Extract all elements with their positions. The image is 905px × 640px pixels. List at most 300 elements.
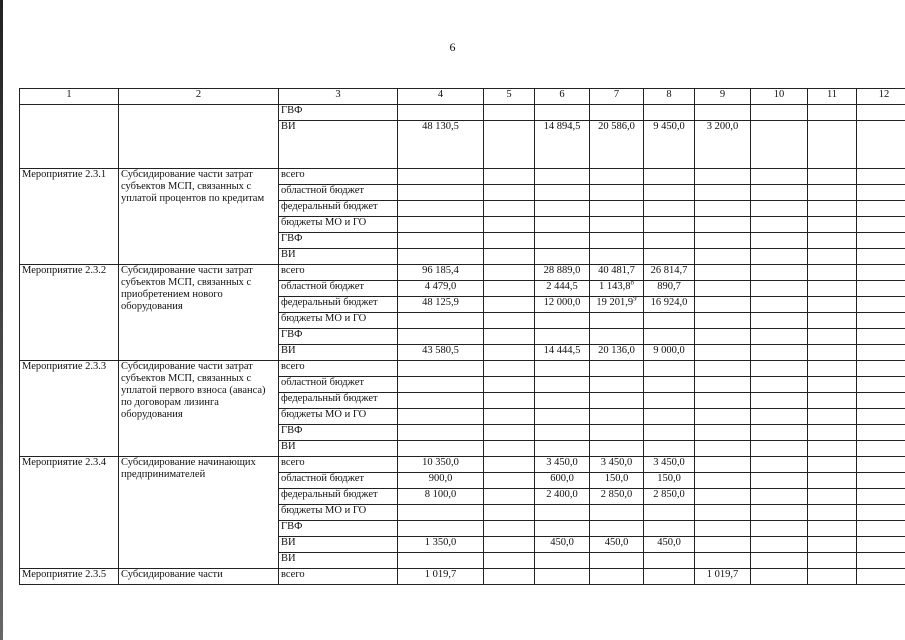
value-col-6 xyxy=(535,409,590,425)
col-header: 3 xyxy=(279,89,398,105)
value-col-7 xyxy=(590,441,644,457)
value-col-4 xyxy=(398,217,484,233)
source-cell: бюджеты МО и ГО xyxy=(279,505,398,521)
table-row xyxy=(20,169,905,185)
empty-cell xyxy=(808,425,857,441)
source-cell: ВИ xyxy=(279,249,398,265)
value-col-8 xyxy=(644,169,695,185)
empty-cell xyxy=(808,313,857,329)
value-col-7: 20 586,0 xyxy=(590,121,644,169)
empty-cell xyxy=(857,185,905,201)
empty-cell xyxy=(808,457,857,473)
value-col-9 xyxy=(695,409,751,425)
scan-edge xyxy=(0,0,3,640)
value-col-7 xyxy=(590,201,644,217)
empty-cell xyxy=(857,265,905,281)
value-col-6: 600,0 xyxy=(535,473,590,489)
source-cell: бюджеты МО и ГО xyxy=(279,409,398,425)
source-cell: областной бюджет xyxy=(279,281,398,297)
value-col-6: 14 894,5 xyxy=(535,121,590,169)
value-col-9 xyxy=(695,489,751,505)
value-col-7 xyxy=(590,297,644,313)
value-col-8 xyxy=(644,377,695,393)
measure-id-cell: Мероприятие 2.3.2 xyxy=(20,265,119,361)
value-col-9: 1 019,7 xyxy=(695,569,751,585)
value-col-9 xyxy=(695,185,751,201)
source-cell: федеральный бюджет xyxy=(279,297,398,313)
source-cell: областной бюджет xyxy=(279,377,398,393)
empty-cell xyxy=(751,169,808,185)
empty-cell xyxy=(751,313,808,329)
empty-cell xyxy=(751,457,808,473)
empty-cell xyxy=(808,297,857,313)
value-col-7 xyxy=(590,521,644,537)
measure-title-cell: Субсидирование части затрат субъектов МСП, связанных с приобретением нового оборудования xyxy=(119,265,279,361)
value-col-4: 48 130,5 xyxy=(398,121,484,169)
empty-cell xyxy=(751,537,808,553)
empty-cell xyxy=(808,105,857,121)
value-col-6: 2 400,0 xyxy=(535,489,590,505)
value-col-7 xyxy=(590,265,644,281)
value-col-9 xyxy=(695,441,751,457)
source-cell: всего xyxy=(279,457,398,473)
value-text: 19 201,9 xyxy=(596,297,634,308)
value-col-7 xyxy=(590,105,644,121)
empty-cell xyxy=(857,121,905,169)
empty-cell xyxy=(808,169,857,185)
table-row xyxy=(20,265,905,281)
col-header: 8 xyxy=(644,89,695,105)
value-col-8 xyxy=(644,217,695,233)
source-cell: ВИ xyxy=(279,121,398,169)
empty-cell xyxy=(751,377,808,393)
table-row xyxy=(20,569,905,585)
empty-cell xyxy=(751,361,808,377)
value-col-4: 4 479,0 xyxy=(398,281,484,297)
value-col-8 xyxy=(644,505,695,521)
footnote-mark: 9 xyxy=(633,296,637,303)
value-col-5 xyxy=(484,457,535,473)
value-col-4 xyxy=(398,105,484,121)
value-col-5 xyxy=(484,297,535,313)
empty-cell xyxy=(751,473,808,489)
empty-cell xyxy=(857,329,905,345)
value-col-8 xyxy=(644,361,695,377)
value-col-8 xyxy=(644,313,695,329)
empty-cell xyxy=(808,265,857,281)
empty-cell xyxy=(808,233,857,249)
value-col-9 xyxy=(695,249,751,265)
source-cell: ГВФ xyxy=(279,105,398,121)
value-col-5 xyxy=(484,521,535,537)
empty-cell xyxy=(857,169,905,185)
value-col-7 xyxy=(590,249,644,265)
value-col-8 xyxy=(644,249,695,265)
value-col-7 xyxy=(590,185,644,201)
value-col-7 xyxy=(590,505,644,521)
value-col-4 xyxy=(398,377,484,393)
empty-cell xyxy=(857,361,905,377)
empty-cell xyxy=(857,537,905,553)
value-col-5 xyxy=(484,281,535,297)
value-col-7 xyxy=(590,377,644,393)
value-col-6 xyxy=(535,185,590,201)
value-text: 2 850,0 xyxy=(600,489,633,500)
value-col-5 xyxy=(484,345,535,361)
budget-table xyxy=(19,88,905,585)
empty-cell xyxy=(751,201,808,217)
source-cell: ГВФ xyxy=(279,329,398,345)
empty-cell xyxy=(808,473,857,489)
empty-cell xyxy=(808,553,857,569)
measure-id-cell: Мероприятие 2.3.1 xyxy=(20,169,119,265)
empty-cell xyxy=(751,345,808,361)
measure-title-cell xyxy=(119,105,279,169)
value-col-9 xyxy=(695,217,751,233)
empty-cell xyxy=(751,505,808,521)
value-col-6: 14 444,5 xyxy=(535,345,590,361)
source-cell: ВИ xyxy=(279,537,398,553)
value-col-9 xyxy=(695,553,751,569)
value-col-5 xyxy=(484,553,535,569)
value-col-7 xyxy=(590,313,644,329)
empty-cell xyxy=(857,505,905,521)
source-cell: всего xyxy=(279,265,398,281)
value-col-6 xyxy=(535,505,590,521)
empty-cell xyxy=(751,297,808,313)
value-col-8 xyxy=(644,105,695,121)
col-header: 12 xyxy=(857,89,905,105)
value-col-5 xyxy=(484,393,535,409)
empty-cell xyxy=(808,521,857,537)
value-col-8 xyxy=(644,441,695,457)
value-col-8 xyxy=(644,409,695,425)
source-cell: ВИ xyxy=(279,553,398,569)
value-col-5 xyxy=(484,217,535,233)
value-col-9 xyxy=(695,473,751,489)
value-col-4 xyxy=(398,409,484,425)
value-col-6 xyxy=(535,569,590,585)
empty-cell xyxy=(808,217,857,233)
source-cell: ГВФ xyxy=(279,233,398,249)
value-col-5 xyxy=(484,249,535,265)
value-col-4: 43 580,5 xyxy=(398,345,484,361)
value-col-8 xyxy=(644,329,695,345)
empty-cell xyxy=(857,489,905,505)
empty-cell xyxy=(751,105,808,121)
value-col-5 xyxy=(484,233,535,249)
empty-cell xyxy=(857,569,905,585)
empty-cell xyxy=(857,345,905,361)
empty-cell xyxy=(808,121,857,169)
value-col-9 xyxy=(695,345,751,361)
value-col-5 xyxy=(484,265,535,281)
value-col-8: 16 924,0 xyxy=(644,297,695,313)
value-col-7 xyxy=(590,361,644,377)
value-col-6 xyxy=(535,553,590,569)
value-col-8 xyxy=(644,425,695,441)
value-col-5 xyxy=(484,121,535,169)
value-col-9 xyxy=(695,233,751,249)
value-col-8: 9 450,0 xyxy=(644,121,695,169)
value-col-5 xyxy=(484,537,535,553)
value-col-7 xyxy=(590,425,644,441)
value-col-4 xyxy=(398,329,484,345)
value-col-6: 2 444,5 xyxy=(535,281,590,297)
source-cell: ГВФ xyxy=(279,425,398,441)
value-col-6: 28 889,0 xyxy=(535,265,590,281)
empty-cell xyxy=(808,345,857,361)
value-col-4 xyxy=(398,425,484,441)
value-col-4: 900,0 xyxy=(398,473,484,489)
value-col-5 xyxy=(484,185,535,201)
footnote-mark: 8 xyxy=(630,280,634,287)
source-cell: всего xyxy=(279,361,398,377)
value-col-8 xyxy=(644,393,695,409)
measure-title-cell: Субсидирование части затрат субъектов МСП, связанных с уплатой процентов по кредитам xyxy=(119,169,279,265)
table-row xyxy=(20,361,905,377)
value-col-4: 96 185,4 xyxy=(398,265,484,281)
value-col-4 xyxy=(398,201,484,217)
measure-title-cell: Субсидирование части xyxy=(119,569,279,585)
empty-cell xyxy=(751,329,808,345)
value-col-5 xyxy=(484,105,535,121)
source-cell: бюджеты МО и ГО xyxy=(279,217,398,233)
empty-cell xyxy=(808,185,857,201)
value-col-4 xyxy=(398,233,484,249)
value-col-6 xyxy=(535,441,590,457)
value-col-6 xyxy=(535,329,590,345)
source-cell: областной бюджет xyxy=(279,185,398,201)
empty-cell xyxy=(751,553,808,569)
value-col-7 xyxy=(590,393,644,409)
value-col-9 xyxy=(695,169,751,185)
value-col-4 xyxy=(398,169,484,185)
source-cell: федеральный бюджет xyxy=(279,489,398,505)
value-col-4 xyxy=(398,249,484,265)
value-text: 40 481,7 xyxy=(598,265,635,276)
value-col-5 xyxy=(484,201,535,217)
value-col-7 xyxy=(590,473,644,489)
value-col-4: 48 125,9 xyxy=(398,297,484,313)
value-col-8: 3 450,0 xyxy=(644,457,695,473)
empty-cell xyxy=(808,281,857,297)
value-col-5 xyxy=(484,441,535,457)
empty-cell xyxy=(857,297,905,313)
value-col-4: 1 019,7 xyxy=(398,569,484,585)
value-col-6: 12 000,0 xyxy=(535,297,590,313)
empty-cell xyxy=(751,281,808,297)
col-header: 1 xyxy=(20,89,119,105)
empty-cell xyxy=(751,409,808,425)
value-col-7 xyxy=(590,537,644,553)
empty-cell xyxy=(751,233,808,249)
empty-cell xyxy=(808,569,857,585)
value-col-9 xyxy=(695,425,751,441)
empty-cell xyxy=(857,105,905,121)
empty-cell xyxy=(808,505,857,521)
measure-title-cell: Субсидирование начинающих предпринимателей xyxy=(119,457,279,569)
value-col-4 xyxy=(398,361,484,377)
empty-cell xyxy=(808,361,857,377)
value-text: 1 143,8 xyxy=(599,281,631,292)
value-col-5 xyxy=(484,377,535,393)
col-header: 9 xyxy=(695,89,751,105)
empty-cell xyxy=(751,121,808,169)
empty-cell xyxy=(751,425,808,441)
value-col-7 xyxy=(590,281,644,297)
value-col-8 xyxy=(644,233,695,249)
empty-cell xyxy=(857,377,905,393)
measure-id-cell xyxy=(20,105,119,169)
value-col-9 xyxy=(695,377,751,393)
empty-cell xyxy=(857,409,905,425)
value-col-6: 450,0 xyxy=(535,537,590,553)
value-col-7 xyxy=(590,217,644,233)
value-col-9 xyxy=(695,393,751,409)
value-col-7 xyxy=(590,329,644,345)
value-col-7 xyxy=(590,489,644,505)
value-col-4: 8 100,0 xyxy=(398,489,484,505)
value-col-9 xyxy=(695,521,751,537)
empty-cell xyxy=(857,473,905,489)
value-col-7 xyxy=(590,345,644,361)
col-header: 11 xyxy=(808,89,857,105)
value-col-5 xyxy=(484,505,535,521)
value-col-9 xyxy=(695,105,751,121)
value-col-4: 10 350,0 xyxy=(398,457,484,473)
measure-id-cell: Мероприятие 2.3.3 xyxy=(20,361,119,457)
source-cell: всего xyxy=(279,569,398,585)
value-col-9 xyxy=(695,505,751,521)
value-col-6 xyxy=(535,393,590,409)
empty-cell xyxy=(857,425,905,441)
value-col-6 xyxy=(535,233,590,249)
value-col-6 xyxy=(535,313,590,329)
source-cell: федеральный бюджет xyxy=(279,393,398,409)
empty-cell xyxy=(808,489,857,505)
value-col-7 xyxy=(590,169,644,185)
value-col-4 xyxy=(398,505,484,521)
empty-cell xyxy=(857,281,905,297)
value-col-8 xyxy=(644,521,695,537)
value-col-8 xyxy=(644,569,695,585)
value-col-5 xyxy=(484,313,535,329)
value-col-6 xyxy=(535,217,590,233)
source-cell: всего xyxy=(279,169,398,185)
table-row xyxy=(20,105,905,121)
empty-cell xyxy=(857,441,905,457)
col-header: 5 xyxy=(484,89,535,105)
col-header: 4 xyxy=(398,89,484,105)
value-col-6 xyxy=(535,521,590,537)
empty-cell xyxy=(751,185,808,201)
empty-cell xyxy=(751,521,808,537)
value-col-5 xyxy=(484,489,535,505)
value-col-8: 2 850,0 xyxy=(644,489,695,505)
value-col-9: 3 200,0 xyxy=(695,121,751,169)
value-col-6 xyxy=(535,249,590,265)
value-col-5 xyxy=(484,409,535,425)
empty-cell xyxy=(857,393,905,409)
value-col-7 xyxy=(590,409,644,425)
source-cell: ВИ xyxy=(279,345,398,361)
value-col-6 xyxy=(535,425,590,441)
table-row xyxy=(20,457,905,473)
value-col-5 xyxy=(484,169,535,185)
value-col-7 xyxy=(590,457,644,473)
value-col-6 xyxy=(535,201,590,217)
empty-cell xyxy=(808,201,857,217)
empty-cell xyxy=(808,409,857,425)
value-col-9 xyxy=(695,281,751,297)
value-col-4 xyxy=(398,313,484,329)
value-col-4 xyxy=(398,553,484,569)
empty-cell xyxy=(857,457,905,473)
value-col-9 xyxy=(695,361,751,377)
empty-cell xyxy=(751,249,808,265)
empty-cell xyxy=(857,521,905,537)
col-header: 2 xyxy=(119,89,279,105)
value-col-6 xyxy=(535,105,590,121)
empty-cell xyxy=(751,393,808,409)
empty-cell xyxy=(808,537,857,553)
empty-cell xyxy=(808,393,857,409)
value-col-8 xyxy=(644,185,695,201)
empty-cell xyxy=(808,441,857,457)
value-col-5 xyxy=(484,425,535,441)
empty-cell xyxy=(857,249,905,265)
value-col-9 xyxy=(695,265,751,281)
value-col-8: 26 814,7 xyxy=(644,265,695,281)
empty-cell xyxy=(857,217,905,233)
value-col-9 xyxy=(695,537,751,553)
value-col-7 xyxy=(590,233,644,249)
empty-cell xyxy=(808,377,857,393)
value-col-8: 450,0 xyxy=(644,537,695,553)
value-col-4 xyxy=(398,393,484,409)
value-text: 150,0 xyxy=(604,473,629,484)
value-col-8: 150,0 xyxy=(644,473,695,489)
measure-id-cell: Мероприятие 2.3.5 xyxy=(20,569,119,585)
empty-cell xyxy=(857,233,905,249)
source-cell: бюджеты МО и ГО xyxy=(279,313,398,329)
value-col-9 xyxy=(695,457,751,473)
value-col-8: 890,7 xyxy=(644,281,695,297)
empty-cell xyxy=(808,249,857,265)
value-col-4: 1 350,0 xyxy=(398,537,484,553)
value-col-8 xyxy=(644,553,695,569)
empty-cell xyxy=(751,569,808,585)
value-col-4 xyxy=(398,521,484,537)
col-header: 7 xyxy=(590,89,644,105)
measure-id-cell: Мероприятие 2.3.4 xyxy=(20,457,119,569)
value-col-7 xyxy=(590,553,644,569)
empty-cell xyxy=(857,313,905,329)
value-col-5 xyxy=(484,329,535,345)
empty-cell xyxy=(751,217,808,233)
empty-cell xyxy=(751,489,808,505)
column-number-row xyxy=(20,89,905,105)
empty-cell xyxy=(751,441,808,457)
source-cell: федеральный бюджет xyxy=(279,201,398,217)
value-col-6 xyxy=(535,169,590,185)
measure-title-cell: Субсидирование части затрат субъектов МСП, связанных с уплатой первого взноса (аванса) по договорам лизинга оборудования xyxy=(119,361,279,457)
value-col-5 xyxy=(484,569,535,585)
value-text: 20 136,0 xyxy=(598,345,635,356)
value-col-4 xyxy=(398,185,484,201)
value-text: 3 450,0 xyxy=(600,457,633,468)
